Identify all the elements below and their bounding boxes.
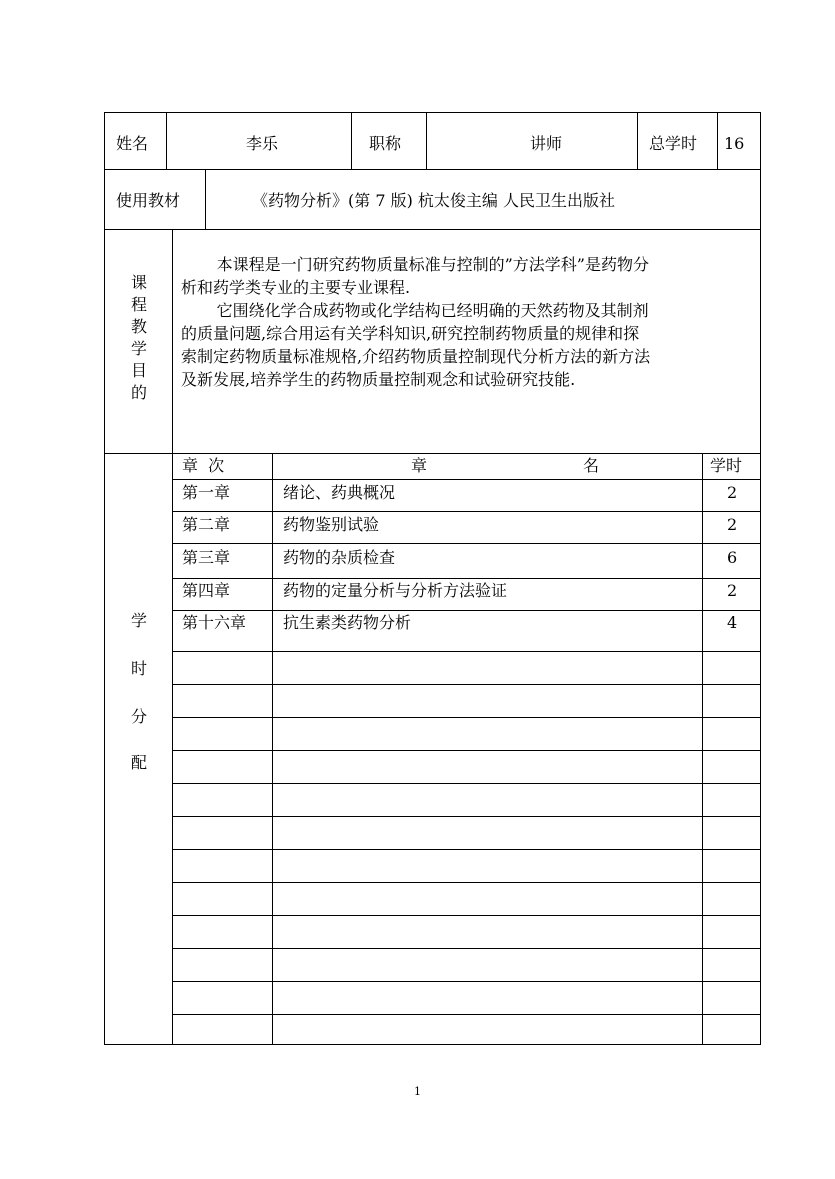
objectives-label-char: 课 xyxy=(130,273,147,292)
row-divider xyxy=(172,882,760,883)
row-divider xyxy=(172,717,760,718)
col-divider xyxy=(351,113,352,169)
row-divider xyxy=(172,543,760,544)
row-hours: 2 xyxy=(727,483,738,502)
objectives-line: 它围绕化学合成药物或化学结构已经明确的天然药物及其制剂 xyxy=(181,301,649,320)
row-hours: 2 xyxy=(727,515,738,534)
objectives-line: 本课程是一门研究药物质量标准与控制的”方法学科”是药物分 xyxy=(181,255,649,274)
objectives-label-char: 的 xyxy=(130,383,147,402)
textbook-label: 使用教材 xyxy=(116,191,181,210)
row-name: 绪论、药典概况 xyxy=(283,483,396,502)
row-divider xyxy=(172,1014,760,1015)
row-hours: 6 xyxy=(727,548,738,567)
col-divider xyxy=(272,453,273,1044)
title-label: 职称 xyxy=(369,134,402,153)
row-divider xyxy=(172,684,760,685)
col-divider xyxy=(172,229,173,453)
objectives-label-char: 程 xyxy=(130,295,147,314)
allocation-label-char: 分 xyxy=(130,707,147,726)
row-divider xyxy=(172,578,760,579)
row-divider xyxy=(105,453,760,454)
col-divider xyxy=(426,113,427,169)
hours-column-header: 学时 xyxy=(710,456,743,475)
objectives-line: 索制定药物质量标准规格,介绍药物质量控制现代分析方法的新方法 xyxy=(181,347,651,366)
row-divider xyxy=(105,169,760,170)
total-hours-value: 16 xyxy=(724,134,745,153)
textbook-value: 《药物分析》(第 7 版) 杭太俊主编 人民卫生出版社 xyxy=(252,191,616,210)
row-divider xyxy=(172,511,760,512)
course-info-table xyxy=(104,112,761,1045)
chapter-name-column-header-left: 章 xyxy=(411,456,428,475)
objectives-line: 及新发展,培养学生的药物质量控制观念和试验研究技能. xyxy=(181,370,576,389)
row-divider xyxy=(172,915,760,916)
page-number: 1 xyxy=(414,1085,421,1098)
chapter-name-column-header-right: 名 xyxy=(583,456,600,475)
allocation-label-char: 配 xyxy=(130,753,147,772)
chapter-column-header: 章 次 xyxy=(182,456,225,475)
col-divider xyxy=(166,113,167,169)
row-divider xyxy=(172,981,760,982)
objectives-line: 的质量问题,综合用运有关学科知识,研究控制药物质量的规律和探 xyxy=(181,324,640,343)
row-divider xyxy=(172,948,760,949)
total-hours-label: 总学时 xyxy=(649,134,698,153)
row-divider xyxy=(105,229,760,230)
row-divider xyxy=(172,479,760,480)
col-divider xyxy=(717,113,718,169)
objectives-label-char: 教 xyxy=(130,317,147,336)
row-divider xyxy=(172,783,760,784)
name-value: 李乐 xyxy=(246,134,279,153)
row-divider xyxy=(172,816,760,817)
objectives-line: 析和药学类专业的主要专业课程. xyxy=(181,278,411,297)
row-chapter: 第二章 xyxy=(182,515,231,534)
title-value: 讲师 xyxy=(530,134,563,153)
col-divider xyxy=(205,169,206,229)
col-divider xyxy=(637,113,638,169)
row-divider xyxy=(172,750,760,751)
row-name: 抗生素类药物分析 xyxy=(283,613,412,632)
col-divider xyxy=(702,453,703,1044)
row-hours: 4 xyxy=(727,613,738,632)
row-name: 药物鉴别试验 xyxy=(283,515,380,534)
objectives-label-char: 目 xyxy=(130,361,147,380)
row-name: 药物的定量分析与分析方法验证 xyxy=(283,581,508,600)
allocation-label-char: 学 xyxy=(130,611,147,630)
row-chapter: 第三章 xyxy=(182,548,231,567)
row-hours: 2 xyxy=(727,581,738,600)
row-divider xyxy=(172,651,760,652)
row-chapter: 第一章 xyxy=(182,483,231,502)
objectives-label-char: 学 xyxy=(130,339,147,358)
row-divider xyxy=(172,849,760,850)
row-chapter: 第十六章 xyxy=(182,613,247,632)
row-chapter: 第四章 xyxy=(182,581,231,600)
row-name: 药物的杂质检查 xyxy=(283,548,396,567)
allocation-label-char: 时 xyxy=(130,659,147,678)
col-divider xyxy=(172,453,173,1044)
row-divider xyxy=(172,610,760,611)
name-label: 姓名 xyxy=(116,134,149,153)
